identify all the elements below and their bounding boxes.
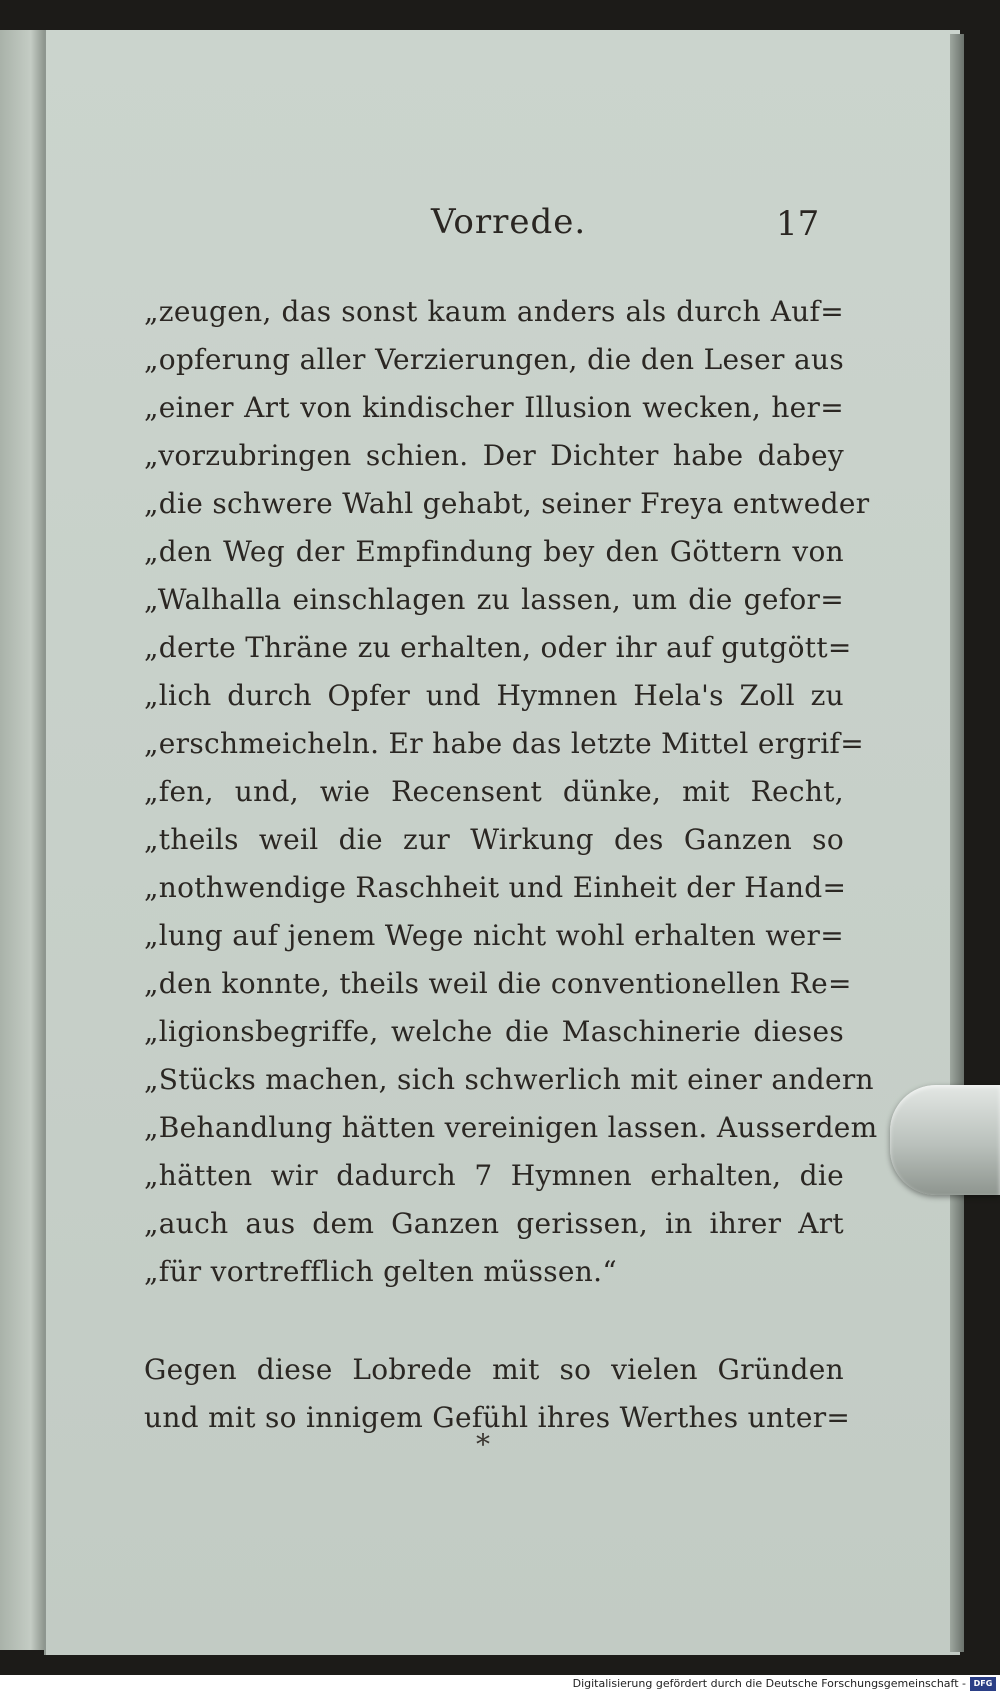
footer-bar — [0, 1675, 1000, 1695]
text-line: „opferung aller Verzierungen, die den Leser aus — [144, 343, 844, 376]
dfg-logo-icon: DFG — [970, 1677, 996, 1691]
text-line: „Walhalla einschlagen zu lassen, um die gefor= — [144, 583, 844, 616]
text-line: „auch aus dem Ganzen gerissen, in ihrer Art — [144, 1207, 844, 1240]
text-line: und mit so innigem Gefühl ihres Werthes unter= — [144, 1401, 851, 1434]
text-line: „Behandlung hätten vereinigen lassen. Ausserdem — [144, 1111, 878, 1144]
text-line: „ligionsbegriffe, welche die Maschinerie dieses — [144, 1015, 844, 1048]
text-line: „hätten wir dadurch 7 Hymnen erhalten, die — [144, 1159, 844, 1192]
text-line: „vorzubringen schien. Der Dichter habe dabey — [144, 439, 844, 472]
funding-credit: Digitalisierung gefördert durch die Deutsche Forschungsgemeinschaft - — [572, 1677, 966, 1690]
text-line: Gegen diese Lobrede mit so vielen Gründen — [144, 1353, 844, 1386]
text-line: „erschmeicheln. Er habe das letzte Mittel ergrif= — [144, 727, 864, 760]
text-line: „den Weg der Empfindung bey den Göttern von — [144, 535, 844, 568]
previous-page-edge — [0, 30, 44, 1650]
text-line: „Stücks machen, sich schwerlich mit einer andern — [144, 1063, 874, 1096]
text-line: „nothwendige Raschheit und Einheit der Hand= — [144, 871, 847, 904]
page-number: 17 — [776, 204, 820, 244]
page-stack-edge — [950, 34, 964, 1652]
text-line: „einer Art von kindischer Illusion wecken, her= — [144, 391, 844, 424]
paragraph-2 — [144, 1346, 851, 1442]
body-text — [144, 288, 878, 1442]
book-page — [44, 30, 960, 1655]
page-header — [46, 202, 960, 252]
text-line: „derte Thräne zu erhalten, oder ihr auf gutgött= — [144, 631, 852, 664]
text-line: „die schwere Wahl gehabt, seiner Freya entweder — [144, 487, 870, 520]
text-line: „lung auf jenem Wege nicht wohl erhalten wer= — [144, 919, 844, 952]
text-line: „für vortrefflich gelten müssen.“ — [144, 1255, 617, 1288]
text-line: „den konnte, theils weil die conventionellen Re= — [144, 967, 852, 1000]
running-title: Vorrede. — [431, 202, 587, 242]
text-line: „lich durch Opfer und Hymnen Hela's Zoll zu — [144, 679, 844, 712]
page-clip — [890, 1085, 1000, 1195]
signature-mark: * — [476, 1428, 490, 1461]
text-line: „zeugen, das sonst kaum anders als durch Auf= — [144, 295, 844, 328]
text-line: „theils weil die zur Wirkung des Ganzen so — [144, 823, 844, 856]
text-line: „fen, und, wie Recensent dünke, mit Recht, — [144, 775, 844, 808]
paragraph-1 — [144, 288, 878, 1296]
